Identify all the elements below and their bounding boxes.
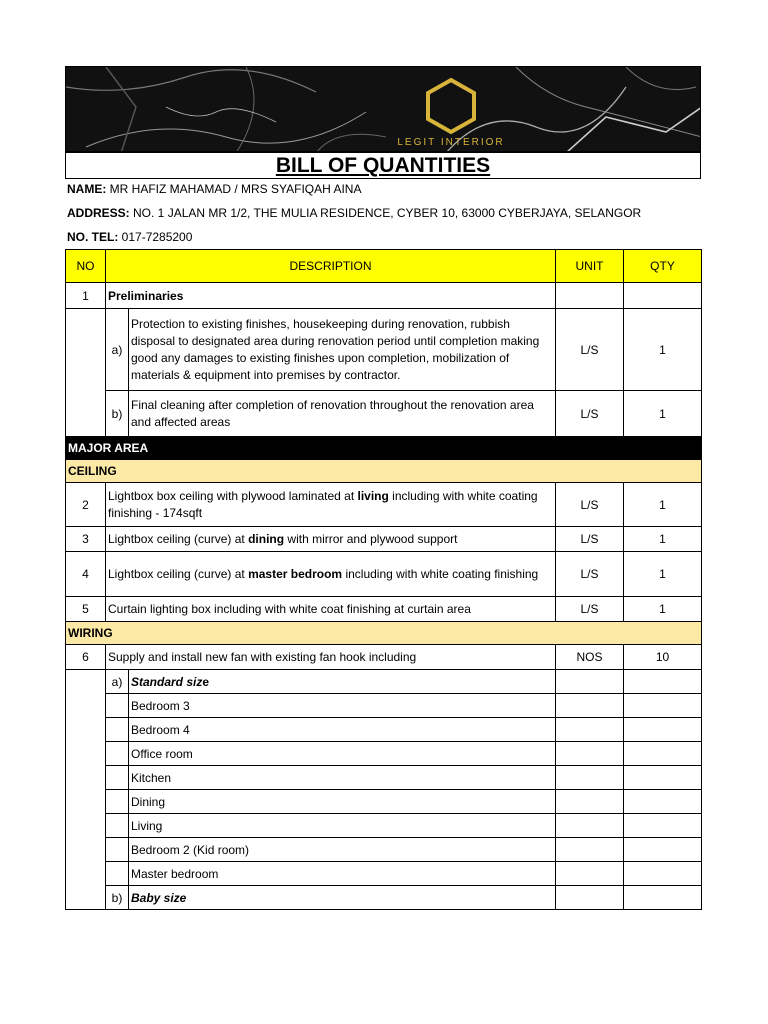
item-description: Lightbox box ceiling with plywood laminated at living including with white coating finishing - 174sqft bbox=[106, 483, 556, 527]
boq-table bbox=[65, 249, 702, 910]
marble-background bbox=[66, 67, 701, 152]
table-row bbox=[66, 483, 702, 527]
section-label: WIRING bbox=[66, 622, 702, 645]
table-row bbox=[66, 670, 702, 694]
client-tel-line bbox=[67, 230, 192, 244]
table-row bbox=[66, 862, 702, 886]
table-row bbox=[66, 886, 702, 910]
item-unit: L/S bbox=[556, 483, 624, 527]
section-header-wiring bbox=[66, 622, 702, 645]
item-unit: NOS bbox=[556, 645, 624, 670]
item-no: 5 bbox=[66, 597, 106, 622]
room-label: Living bbox=[129, 814, 556, 838]
item-no: 1 bbox=[66, 283, 106, 309]
item-unit: L/S bbox=[556, 527, 624, 552]
item-description: Final cleaning after completion of renovation throughout the renovation area and affected areas bbox=[129, 391, 556, 437]
logo-text: LEGIT INTERIOR bbox=[397, 137, 505, 148]
table-row bbox=[66, 814, 702, 838]
table-row bbox=[66, 766, 702, 790]
table-row bbox=[66, 694, 702, 718]
table-row bbox=[66, 597, 702, 622]
name-label: NAME: bbox=[67, 182, 107, 196]
sub-item-label: b) bbox=[106, 886, 129, 910]
address-label: ADDRESS: bbox=[67, 206, 130, 220]
table-row bbox=[66, 283, 702, 309]
table-row bbox=[66, 391, 702, 437]
item-description: Curtain lighting box including with white coat finishing at curtain area bbox=[106, 597, 556, 622]
table-row bbox=[66, 645, 702, 670]
item-qty: 1 bbox=[624, 391, 702, 437]
table-header-row bbox=[66, 250, 702, 283]
sub-heading-baby-size: Baby size bbox=[129, 886, 556, 910]
room-label: Bedroom 4 bbox=[129, 718, 556, 742]
section-label: MAJOR AREA bbox=[66, 437, 702, 460]
sub-item-label: a) bbox=[106, 670, 129, 694]
col-header-description: DESCRIPTION bbox=[106, 250, 556, 283]
item-no: 3 bbox=[66, 527, 106, 552]
table-row bbox=[66, 790, 702, 814]
sub-item-label: b) bbox=[106, 391, 129, 437]
room-label: Kitchen bbox=[129, 766, 556, 790]
item-qty: 10 bbox=[624, 645, 702, 670]
item-unit: L/S bbox=[556, 597, 624, 622]
item-qty: 1 bbox=[624, 483, 702, 527]
sub-heading-standard-size: Standard size bbox=[129, 670, 556, 694]
document-title-bar bbox=[65, 152, 701, 179]
client-tel: 017-7285200 bbox=[121, 230, 193, 244]
header-banner bbox=[65, 66, 701, 152]
col-header-qty: QTY bbox=[624, 250, 702, 283]
item-no: 4 bbox=[66, 552, 106, 597]
table-row bbox=[66, 527, 702, 552]
client-address-line bbox=[67, 206, 641, 220]
hexagon-logo-icon bbox=[425, 77, 477, 135]
client-name: MR HAFIZ MAHAMAD / MRS SYAFIQAH AINA bbox=[109, 182, 362, 196]
document-title: BILL OF QUANTITIES bbox=[275, 154, 491, 177]
table-row bbox=[66, 742, 702, 766]
room-label: Master bedroom bbox=[129, 862, 556, 886]
item-description: Protection to existing finishes, housekeeping during renovation, rubbish disposal to designated area during renovation period until completion making good any damages to existing finishes upon completion, mobilization of materials & equipment into premises by contractor. bbox=[129, 309, 556, 391]
item-unit: L/S bbox=[556, 552, 624, 597]
col-header-no: NO bbox=[66, 250, 106, 283]
table-row bbox=[66, 309, 702, 391]
item-unit: L/S bbox=[556, 309, 624, 391]
item-description: Supply and install new fan with existing fan hook including bbox=[106, 645, 556, 670]
item-no: 2 bbox=[66, 483, 106, 527]
table-row bbox=[66, 838, 702, 862]
logo bbox=[396, 77, 506, 148]
item-qty: 1 bbox=[624, 597, 702, 622]
section-title-preliminaries: Preliminaries bbox=[106, 283, 556, 309]
item-qty: 1 bbox=[624, 527, 702, 552]
item-no: 6 bbox=[66, 645, 106, 670]
section-header-major-area bbox=[66, 437, 702, 460]
room-label: Dining bbox=[129, 790, 556, 814]
col-header-unit: UNIT bbox=[556, 250, 624, 283]
room-label: Office room bbox=[129, 742, 556, 766]
section-label: CEILING bbox=[66, 460, 702, 483]
section-header-ceiling bbox=[66, 460, 702, 483]
client-address: NO. 1 JALAN MR 1/2, THE MULIA RESIDENCE, CYBER 10, 63000 CYBERJAYA, SELANGOR bbox=[133, 206, 642, 220]
item-description: Lightbox ceiling (curve) at master bedroom including with white coating finishing bbox=[106, 552, 556, 597]
tel-label: NO. TEL: bbox=[67, 230, 119, 244]
item-qty: 1 bbox=[624, 309, 702, 391]
room-label: Bedroom 3 bbox=[129, 694, 556, 718]
table-row bbox=[66, 552, 702, 597]
client-name-line bbox=[67, 182, 361, 196]
table-row bbox=[66, 718, 702, 742]
item-unit: L/S bbox=[556, 391, 624, 437]
room-label: Bedroom 2 (Kid room) bbox=[129, 838, 556, 862]
sub-item-label: a) bbox=[106, 309, 129, 391]
item-qty: 1 bbox=[624, 552, 702, 597]
item-description: Lightbox ceiling (curve) at dining with mirror and plywood support bbox=[106, 527, 556, 552]
